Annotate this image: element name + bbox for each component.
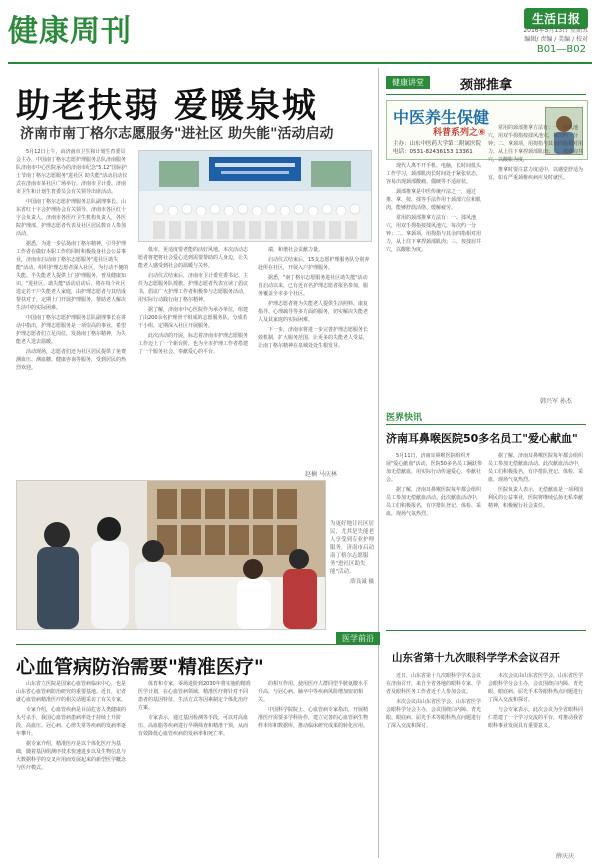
masthead-editors: 编辑/ 责编 / 美编 / 校对	[524, 36, 588, 43]
brand-logo: 生活日报	[524, 8, 588, 29]
event-stage-photo	[138, 150, 372, 242]
paragraph: 常用的颈部推拿方法有：一、揉风池穴，用双手拇指按揉风池穴，每次约一分钟；二、拿颈项，用拇指与其余四指相对用力，从上往下拿捏颈部肌肉；三、按揉肩井穴，以酸胀为度。	[386, 215, 482, 253]
right-section-header	[386, 74, 586, 95]
paragraph: 体育和专家，零场进阶到2030年将实施的精准医学计划，在心血管病领域，精准医疗将针对不同患者的基因特征、生活方式等因素制定个体化治疗方案。	[138, 681, 251, 711]
paragraph: 山东省立医院是国家心血管病临床中心，也是山东省心血管病防治研究的重要基地。近日，记者就心血管病精准医疗的相关话题采访了有关专家。	[16, 681, 127, 703]
news-section-header	[386, 410, 586, 425]
second-body-col2	[138, 680, 252, 858]
paragraph: 中国南丁格尔志愿护理服务总队副理事长在讲话中指出，护理志愿服务是一项崇高的事业，希望护理志愿者们立足岗位，发扬南丁格尔精神，为失能老人送去温暖。	[16, 315, 127, 345]
paragraph: 专家介绍，心血管疾病是目前危害人类健康的头号杀手，我国心血管病患病率处于持续上升阶段，高血压、冠心病、心律失常等疾病的发病率逐年攀升。	[16, 707, 127, 737]
right-article-col2	[488, 124, 586, 398]
paragraph: 下一步，济南市将进一步完善护理志愿服务长效机制，扩大服务范围，让更多的失能老人受益，让南丁格尔精神在泉城处处生根发芽。	[258, 327, 369, 349]
column-divider	[378, 68, 379, 858]
right-article-author: 韩兴军 孙杰	[540, 398, 572, 405]
conference-body-col1	[386, 672, 482, 858]
paragraph: 端，和谐社会贡献力量。	[268, 247, 324, 253]
section-tag-medical-frontier: 医学前沿	[336, 632, 380, 645]
masthead-rule	[8, 62, 592, 64]
masthead-info	[523, 26, 588, 44]
paragraph: 与会专家表示，此次会议为全省眼科同仁搭建了一个学习交流的平台，对推动我省眼科事业发展具有重要意义。	[488, 707, 584, 729]
paragraph: 近日，山东省第十九次眼科学学术会议在济南召开，来自全省各地的眼科专家、学者及眼科医务工作者近千人参加会议。	[386, 673, 482, 695]
paragraph: 5月12日上午，由济南市卫生和计划生育委员会主办，中国南丁格尔志愿护理服务总队济南服务队济南市中心医院承办的济南市纪念"5.12"国际护士节南丁格尔志愿服务"进社区 助失能"活动启动仪式在济南市某社区广场举行。济南市卫计委、济南市卫生和计划生育委员会有关领导出席活动。	[16, 149, 128, 195]
paragraph: 据悉，为进一步弘扬南丁格尔精神，引导护理工作者在做好本职工作的同时积极投身社会公益事业，济南市启动南丁格尔志愿服务"进社区助失能"活动，组织护理志愿者深入社区，为行动不便的失能、半失能老人提供上门护理服务，普及健康知识。	[16, 241, 129, 287]
section-title: 颈部推拿	[460, 78, 513, 93]
banner-title: 中医养生保健	[393, 108, 490, 127]
banner-host: 主办：山东中医药大学第二附属医院	[393, 141, 482, 147]
lead-headline: 助老扶弱 爱暖泉城	[16, 86, 318, 126]
right-article-col1	[386, 162, 482, 398]
paragraph: 中国南丁格尔志愿护理服务总队副理事长、山东省红十字会护理协会有关领导、济南市各区红十字会负责人、济南市各医疗卫生机构负责人，各医院护理部、护理志愿者代表及社区居民数百人参加活动。	[16, 199, 127, 237]
clinic-photo	[16, 480, 326, 630]
second-body-col3	[258, 680, 372, 858]
paragraph: 启动仪式结束后，济南市卫计委党委书记、主任为志愿服务队授旗。护理志愿者代表宣读了倡议书，倡议广大护理工作者积极参与志愿服务活动，用实际行动践行南丁格尔精神。	[138, 273, 249, 303]
paragraph: "进社区、助失能"活动启动后，将在每个社区选定若干户失能老人家庭，由护理志愿者与其结成帮扶对子，定期上门开展护理服务，帮助老人解决生活中的实际困难。	[16, 281, 127, 311]
paragraph: 据了解，济南耳鼻喉医院每年都会组织员工参加无偿献血活动。此次献血活动中，员工们积极报名，有序排队登记、体检、采血，现场气氛热烈。	[386, 487, 482, 517]
conference-byline: 薛庆庆	[556, 853, 575, 860]
caption-credit: 薛良诚 摄	[350, 579, 374, 585]
lead-body-col2	[138, 246, 252, 476]
masthead	[0, 0, 600, 62]
news-body-col1	[386, 452, 482, 626]
conference-divider	[386, 630, 586, 631]
paragraph: 据专家介绍，精准医疗是以个体化医疗为基础，随着基因组测序技术快速进步以及生物信息与大数据科学的交叉应用而发展起来的新型医学概念与医疗模式。	[16, 741, 127, 771]
masthead-date: 2016年5月13日 星期五	[523, 27, 588, 34]
paragraph: 颈部推拿是中医传统疗法之一，通过推、拿、按、揉等手法作用于颈部穴位和肌肉，能够舒筋活络、缓解疲劳。	[386, 189, 482, 211]
paragraph: 常用的颈部推拿方法有：一、揉风池穴，用双手拇指按揉风池穴，每次约一分钟；二、拿颈项，用拇指与其余四指相对用力，从上往下拿捏颈部肌肉；三、按揉肩井穴，以酸胀为度。	[488, 125, 584, 163]
paragraph: 此次活动的开展，标志着济南市护理志愿服务工作迈上了一个新台阶，也为全市护理工作者搭建了一个服务社会、奉献爱心的平台。	[138, 333, 249, 355]
paragraph: 启动仪式结束后，15支志愿护理服务队分别奔赴所在社区，开展入户护理服务。	[258, 257, 370, 271]
lead-body-col1	[16, 148, 130, 287]
banner-phone: 电话：0531-82436153 13361	[393, 149, 473, 155]
lead-body-col3	[258, 246, 372, 468]
paragraph: 医院负责人表示，无偿献血是一项利国利民的公益事业，医院将继续弘扬无私奉献精神，积极履行社会责任。	[488, 487, 584, 509]
paragraph: 现代人离不开手机、电脑，长时间低头工作学习，颈部肌肉长时间处于紧张状态，容易出现颈部酸痛、僵硬等不适症状。	[386, 163, 482, 185]
news-body-col2	[488, 452, 586, 626]
section-tag-health-lecture: 健康讲堂	[386, 76, 430, 89]
paragraph: 本次会议由山东省医学会、山东省医学会眼科学分会主办，会议围绕白内障、青光眼、眼底病、屈光手术等眼科热点问题进行了深入交流和探讨。	[488, 673, 584, 703]
news-headline: 济南耳鼻喉医院50多名员工"爱心献血"	[386, 432, 578, 445]
conference-body-col2	[488, 672, 586, 850]
paragraph: 推拿时要注意力度适中，以感觉舒适为宜，如有严重颈椎疾病应及时就医。	[488, 167, 584, 181]
lead-byline: 赵楠 马庆林	[305, 471, 337, 478]
banner-subtitle: 科普系列之⑥	[433, 128, 486, 138]
clinic-photo-caption	[330, 520, 374, 608]
second-body-col1	[16, 680, 130, 858]
paragraph: 据了解，济南市中心医院作为承办单位，组建了由200余名护理骨干组成的志愿服务队，分成若干小组，定期深入社区开展服务。	[138, 307, 249, 329]
paragraph: 专家表示，通过基因检测等手段，可以对高血压、高血脂等疾病进行早期筛查和精准干预，从而有效降低心血管疾病的发病率和死亡率。	[138, 715, 249, 737]
paragraph: 据了解，济南耳鼻喉医院每年都会组织员工参加无偿献血活动。此次献血活动中，员工们积极报名，有序排队登记、体检、采血，现场气氛热烈。	[488, 453, 584, 483]
paragraph: 护理志愿者将为失能老人提供生活照料、康复指导、心理疏导等多方面的服务，切实解决失能老人及其家庭的实际困难。	[258, 301, 369, 323]
lead-body-col1b	[16, 280, 130, 476]
page-number: B01—B02	[536, 44, 586, 55]
caption-text: 为更好地让社区居民，尤其是失能老人享受到专业护理服务，济南市启动南丁格尔志愿服务"进社区助失能"活动。	[330, 521, 375, 575]
paragraph: 本次会议由山东省医学会、山东省医学会眼科学分会主办，会议围绕白内障、青光眼、眼底病、屈光手术等眼科热点问题进行了深入交流和探讨。	[386, 699, 482, 729]
paragraph: 的相互作用。使用医疗人群同型半胱氨酸水平升高，与冠心病、脑卒中等疾病风险增加密切相关。	[258, 681, 369, 703]
conference-headline: 山东省第十九次眼科学学术会议召开	[392, 652, 560, 664]
masthead-title: 健康周刊	[8, 14, 132, 49]
paragraph: 中国科学院院士、心血管病专家指出，开展精准医疗需要多学科协作，建立完善的心血管病生物样本库和数据库，推动临床研究成果的转化应用。	[258, 707, 369, 729]
second-headline: 心血管病防治需要"精准医疗"	[16, 656, 264, 678]
paragraph: 5月11日，济南耳鼻喉医院组织开展"爱心献血"活动，医院50多名员工踊跃参加无偿献血，用实际行动传递爱心，奉献社会。	[386, 453, 482, 483]
paragraph: 据悉，"南丁格尔志愿服务进社区助失能"活动自启动以来，已有近百名护理志愿者报名参加，服务覆盖全市多个社区。	[258, 275, 369, 297]
paragraph: 活动现场，志愿者们还为社区居民提供了免费测血压、测血糖、健康咨询等服务，受到居民的热烈欢迎。	[16, 349, 127, 371]
section-divider	[16, 644, 372, 645]
paragraph: 低市，更适度要老能的活好风地。本次活动志愿者将把将社会爱心送到需要帮助的人身边，让失能老人感受到社会的温暖与关怀。	[138, 247, 249, 269]
lead-subheadline: 济南市南丁格尔志愿服务"进社区 助失能"活动启动	[20, 126, 334, 142]
section-tag-news: 医界快讯	[386, 413, 423, 423]
